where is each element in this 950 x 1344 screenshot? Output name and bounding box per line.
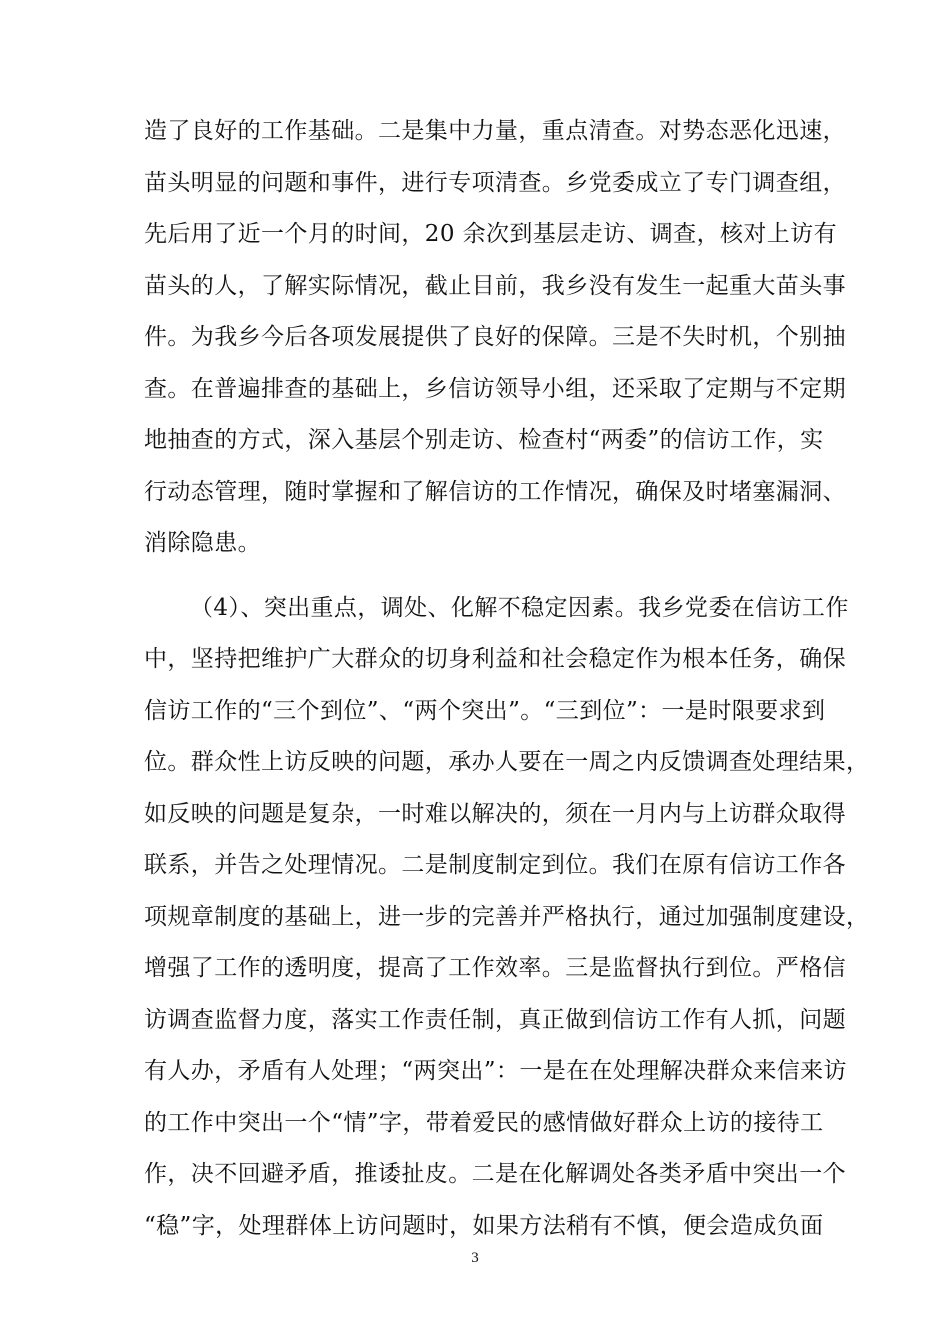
text-line: 联系，并告之处理情况。二是制度制定到位。我们在原有信访工作各 <box>144 852 846 878</box>
text-line: （4）、突出重点，调处、化解不稳定因素。我乡党委在信访工作 <box>190 595 849 621</box>
text-line: 的工作中突出一个“情”字，带着爱民的感情做好群众上访的接待工 <box>144 1110 824 1136</box>
text-line: 项规章制度的基础上，进一步的完善并严格执行，通过加强制度建设， <box>144 904 870 930</box>
text-line: 地抽查的方式，深入基层个别走访、检查村“两委”的信访工作，实 <box>144 427 824 453</box>
text-line: 造了良好的工作基础。二是集中力量，重点清查。对势态恶化迅速， <box>144 118 846 144</box>
text-line: 消除隐患。 <box>144 530 261 556</box>
text-line: 信访工作的“三个到位”、“两个突出”。“三到位”：一是时限要求到 <box>144 698 826 724</box>
text-line: 苗头明显的问题和事件，进行专项清查。乡党委成立了专门调查组， <box>144 170 846 196</box>
page-number: 3 <box>471 1250 479 1266</box>
text-line: 查。在普遍排查的基础上，乡信访领导小组，还采取了定期与不定期 <box>144 376 846 402</box>
text-line: 行动态管理，随时掌握和了解信访的工作情况，确保及时堵塞漏洞、 <box>144 479 846 505</box>
text-line: 增强了工作的透明度，提高了工作效率。三是监督执行到位。严格信 <box>144 955 846 981</box>
text-line: 中，坚持把维护广大群众的切身利益和社会稳定作为根本任务，确保 <box>144 646 846 672</box>
text-line: 先后用了近一个月的时间，20 余次到基层走访、调查，核对上访有 <box>144 221 837 247</box>
text-line: 有人办，矛盾有人处理；“两突出”：一是在在处理解决群众来信来访 <box>144 1058 847 1084</box>
text-line: 苗头的人，了解实际情况，截止目前，我乡没有发生一起重大苗头事 <box>144 273 846 299</box>
text-line: 访调查监督力度，落实工作责任制，真正做到信访工作有人抓，问题 <box>144 1007 846 1033</box>
text-line: 件。为我乡今后各项发展提供了良好的保障。三是不失时机，个别抽 <box>144 324 846 350</box>
text-line: 位。群众性上访反映的问题，承办人要在一周之内反馈调查处理结果， <box>144 749 870 775</box>
text-line: “稳”字，处理群体上访问题时，如果方法稍有不慎，便会造成负面 <box>144 1213 824 1239</box>
text-line: 作，决不回避矛盾，推诿扯皮。二是在化解调处各类矛盾中突出一个 <box>144 1161 846 1187</box>
text-line: 如反映的问题是复杂，一时难以解决的，须在一月内与上访群众取得 <box>144 801 846 827</box>
